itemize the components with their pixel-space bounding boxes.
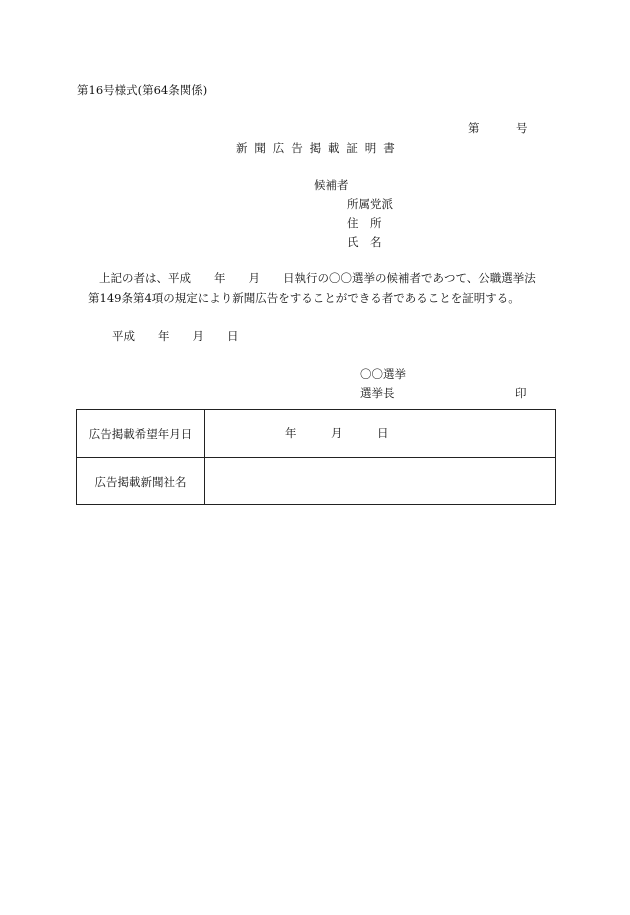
party-label: 所属党派 <box>347 197 393 211</box>
election-chief-title: 選挙長 <box>360 386 395 400</box>
name-label: 氏 名 <box>347 235 382 249</box>
desired-date-value: 年 月 日 <box>285 426 389 440</box>
document-number-suffix: 号 <box>516 121 528 135</box>
election-name: 〇〇選挙 <box>360 367 406 381</box>
body-line-2: 第149条第4項の規定により新聞広告をすることができる者であることを証明する。 <box>88 291 520 305</box>
table-row-newspaper <box>77 458 555 506</box>
document-number-prefix: 第 <box>468 121 480 135</box>
address-label: 住 所 <box>347 216 382 230</box>
body-line-1: 上記の者は、平成 年 月 日執行の〇〇選挙の候補者であつて、公職選挙法 <box>99 271 536 285</box>
publication-table <box>76 409 556 505</box>
table-row-desired-date <box>77 410 555 458</box>
newspaper-name-label: 広告掲載新聞社名 <box>94 475 187 489</box>
document-title: 新聞広告掲載証明書 <box>236 141 402 155</box>
form-number-label: 第16号様式(第64条関係) <box>77 83 208 97</box>
candidate-heading: 候補者 <box>314 178 349 192</box>
certification-date: 平成 年 月 日 <box>112 329 239 343</box>
desired-date-label: 広告掲載希望年月日 <box>88 427 193 441</box>
seal-mark: 印 <box>515 386 527 400</box>
